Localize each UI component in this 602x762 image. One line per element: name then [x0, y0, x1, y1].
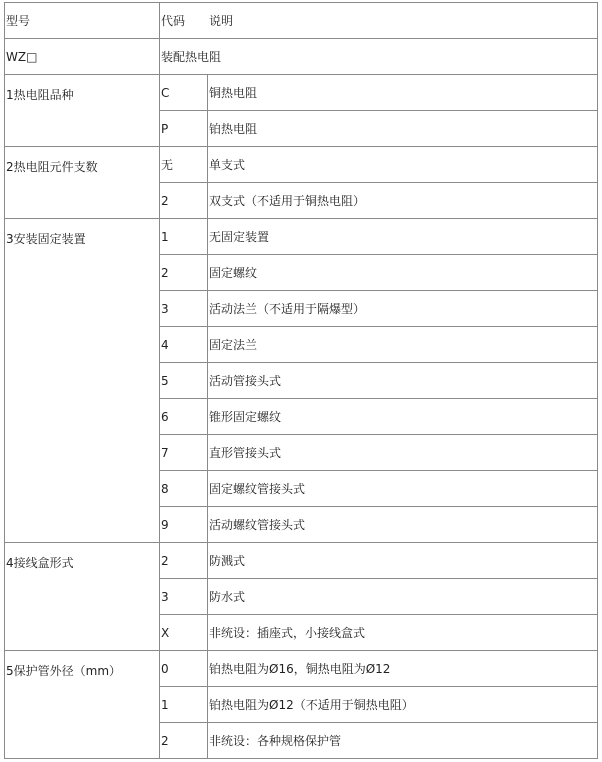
- code-cell: 7: [160, 435, 208, 471]
- description-cell: 直形管接头式: [208, 435, 598, 471]
- code-cell: 2: [160, 255, 208, 291]
- description-cell: 活动螺纹管接头式: [208, 507, 598, 543]
- code-cell: P: [160, 111, 208, 147]
- description-cell: 固定螺纹管接头式: [208, 471, 598, 507]
- description-cell: 防水式: [208, 579, 598, 615]
- code-cell: C: [160, 75, 208, 111]
- code-cell: 3: [160, 579, 208, 615]
- model-description: 装配热电阻: [160, 39, 598, 75]
- description-cell: 铂热电阻为Ø12（不适用于铜热电阻）: [208, 687, 598, 723]
- description-cell: 防溅式: [208, 543, 598, 579]
- description-cell: 铂热电阻为Ø16，铜热电阻为Ø12: [208, 651, 598, 687]
- spec-table: [4, 2, 598, 759]
- group-label: 5保护管外径（mm）: [5, 651, 160, 759]
- description-cell: 固定螺纹: [208, 255, 598, 291]
- code-cell: 6: [160, 399, 208, 435]
- code-cell: 1: [160, 687, 208, 723]
- code-cell: 2: [160, 543, 208, 579]
- group-label: 4接线盒形式: [5, 543, 160, 651]
- description-cell: 锥形固定螺纹: [208, 399, 598, 435]
- code-cell: 3: [160, 291, 208, 327]
- code-cell: 4: [160, 327, 208, 363]
- code-cell: 0: [160, 651, 208, 687]
- description-cell: 固定法兰: [208, 327, 598, 363]
- code-cell: 2: [160, 723, 208, 759]
- model-row: [5, 39, 598, 75]
- table-row: [5, 543, 598, 579]
- group-label: 3安装固定装置: [5, 219, 160, 543]
- description-cell: 活动管接头式: [208, 363, 598, 399]
- table-row: [5, 75, 598, 111]
- header-model: 型号: [5, 3, 160, 39]
- table-row: [5, 651, 598, 687]
- description-cell: 非统设：插座式，小接线盒式: [208, 615, 598, 651]
- code-cell: 1: [160, 219, 208, 255]
- description-cell: 单支式: [208, 147, 598, 183]
- group-label: 1热电阻品种: [5, 75, 160, 147]
- header-code: 代码: [161, 14, 186, 28]
- header-description: 说明: [209, 14, 234, 28]
- description-cell: 非统设：各种规格保护管: [208, 723, 598, 759]
- description-cell: 双支式（不适用于铜热电阻）: [208, 183, 598, 219]
- model-cell: WZ□: [5, 39, 160, 75]
- table-row: [5, 219, 598, 255]
- code-cell: 2: [160, 183, 208, 219]
- description-cell: 铂热电阻: [208, 111, 598, 147]
- description-cell: 活动法兰（不适用于隔爆型）: [208, 291, 598, 327]
- header-code-description-cell: [160, 3, 598, 39]
- description-cell: 无固定装置: [208, 219, 598, 255]
- code-cell: X: [160, 615, 208, 651]
- group-label: 2热电阻元件支数: [5, 147, 160, 219]
- code-cell: 8: [160, 471, 208, 507]
- description-cell: 铜热电阻: [208, 75, 598, 111]
- code-cell: 无: [160, 147, 208, 183]
- code-cell: 5: [160, 363, 208, 399]
- code-cell: 9: [160, 507, 208, 543]
- table-row: [5, 147, 598, 183]
- header-row: [5, 3, 598, 39]
